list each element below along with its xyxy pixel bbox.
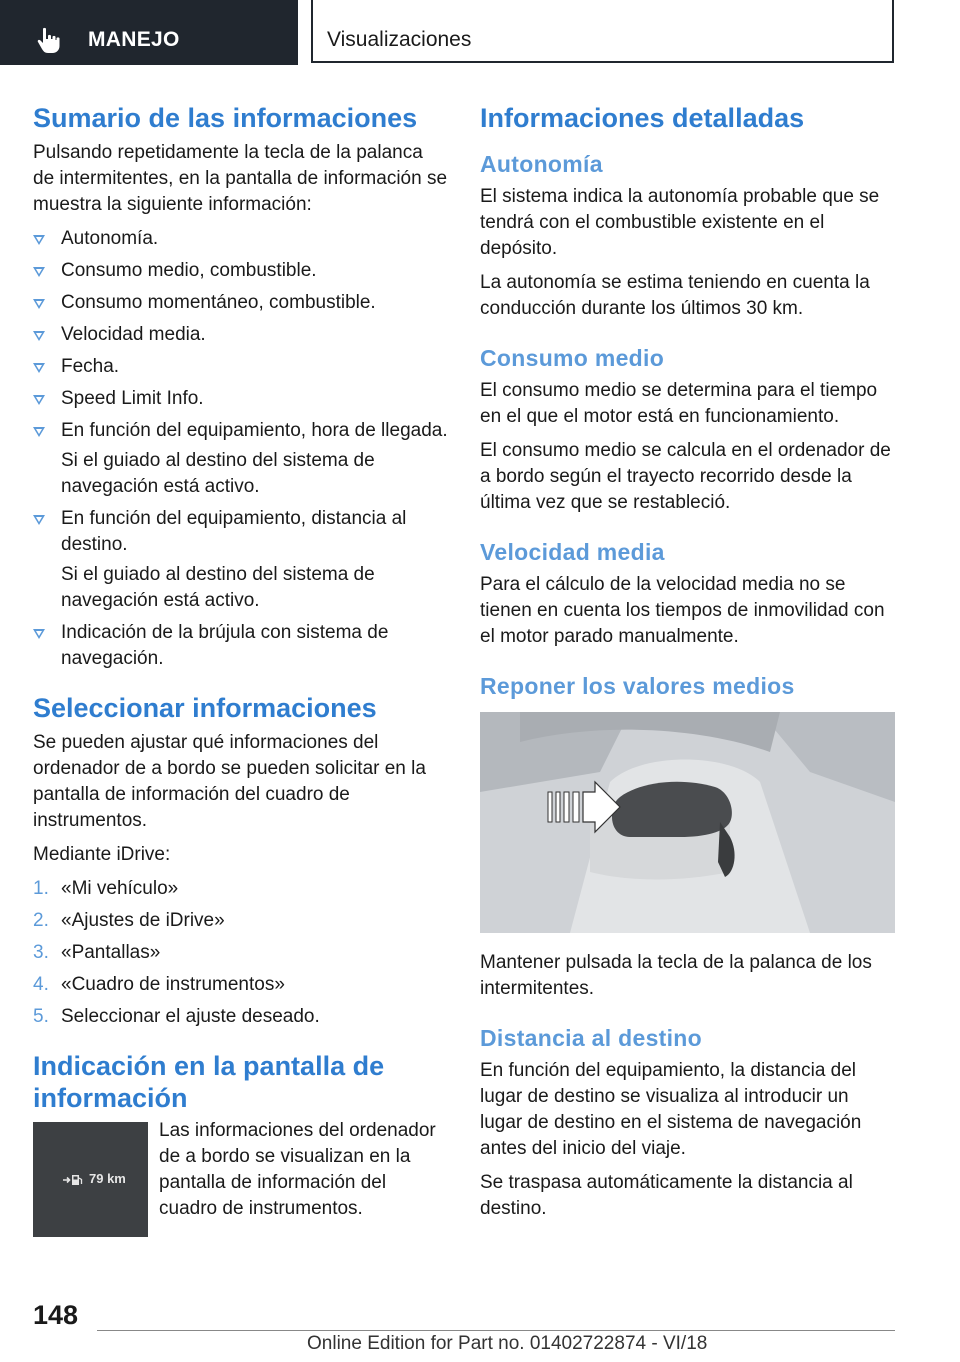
list-item: En función del equipamiento, distancia al destino. Si el guiado al destino del sistema de navegación está activo.: [33, 506, 448, 614]
heading-consumo: Consumo medio: [480, 345, 665, 371]
footer-divider: [97, 1330, 895, 1331]
indicacion-text: Las informaciones del ordenador de a bordo se visualizan en la pantalla de información del cuadro de instrumentos.: [159, 1120, 436, 1219]
consumo-p2: El consumo medio se calcula en el ordenador de a bordo según el trayecto recorrido desde la última vez que se restableció.: [480, 440, 891, 513]
autonomia-p1: El sistema indica la autonomía probable que se tendrá con el combustible existente en el depósito.: [480, 186, 880, 259]
list-item: Autonomía.: [33, 226, 448, 252]
turn-signal-stalk-illustration: [480, 712, 895, 933]
distancia-p2: Se traspasa automáticamente la distancia al destino.: [480, 1172, 853, 1219]
consumo-p1: El consumo medio se determina para el tiempo en el que el motor está en funcionamiento.: [480, 380, 878, 427]
triangle-bullet-icon: [33, 395, 45, 405]
section-tab: [0, 0, 298, 65]
chapter-label: Visualizaciones: [327, 28, 472, 51]
list-item: Fecha.: [33, 354, 448, 380]
triangle-bullet-icon: [33, 235, 45, 245]
seleccionar-via: Mediante iDrive:: [33, 844, 171, 865]
heading-velocidad: Velocidad media: [480, 539, 665, 565]
hand-pointer-icon: [34, 25, 64, 55]
steps-list: [33, 876, 448, 1030]
edition-note: Online Edition for Part no. 01402722874 - VI/18: [307, 1333, 708, 1354]
velocidad-p1: Para el cálculo de la velocidad media no se tienen en cuenta los tiempos de inmovilidad con el motor parado manualmente.: [480, 574, 885, 647]
triangle-bullet-icon: [33, 363, 45, 373]
list-item: Velocidad media.: [33, 322, 448, 348]
indicacion-block: [33, 1122, 448, 1242]
triangle-bullet-icon: [33, 331, 45, 341]
left-column: [33, 102, 448, 1242]
list-item: Consumo momentáneo, combustible.: [33, 290, 448, 316]
step-item: 1. «Mi vehículo»: [33, 878, 179, 899]
display-range-value: 79 km: [89, 1171, 126, 1186]
step-item: 2. «Ajustes de iDrive»: [33, 910, 225, 931]
autonomia-p2: La autonomía se estima teniendo en cuenta la conducción durante los últimos 30 km.: [480, 272, 870, 319]
distancia-p1: En función del equipamiento, la distancia del lugar de destino se visualiza al introducir un lugar de destino en el sistema de navegación antes del inicio del viaje.: [480, 1060, 862, 1159]
section-label: MANEJO: [88, 28, 180, 51]
heading-distancia: Distancia al destino: [480, 1025, 703, 1051]
right-column: [480, 102, 895, 1230]
heading-reponer: Reponer los valores medios: [480, 673, 795, 699]
heading-seleccionar: Seleccionar informaciones: [33, 693, 377, 723]
heading-sumario: Sumario de las informaciones: [33, 103, 418, 133]
sumario-list: [33, 226, 448, 672]
chapter-tab: [311, 0, 894, 63]
seleccionar-intro: Se pueden ajustar qué informaciones del ordenador de a bordo se pueden solicitar en la pantalla de información del cuadro de instrumentos.: [33, 732, 426, 831]
heading-indicacion: Indicación en la pantalla de información: [33, 1051, 385, 1113]
fuel-range-icon: [63, 1174, 83, 1186]
list-item: Indicación de la brújula con sistema de navegación.: [33, 620, 448, 672]
heading-detalladas: Informaciones detalladas: [480, 103, 805, 133]
list-item-note: Si el guiado al destino del sistema de navegación está activo.: [61, 564, 375, 611]
info-display-image: [33, 1122, 148, 1237]
triangle-bullet-icon: [33, 299, 45, 309]
heading-autonomia: Autonomía: [480, 151, 603, 177]
step-item: 3. «Pantallas»: [33, 942, 161, 963]
triangle-bullet-icon: [33, 629, 45, 639]
triangle-bullet-icon: [33, 267, 45, 277]
reponer-p1: Mantener pulsada la tecla de la palanca de los intermitentes.: [480, 952, 872, 999]
list-item: En función del equipamiento, hora de llegada. Si el guiado al destino del sistema de navegación está activo.: [33, 418, 448, 500]
triangle-bullet-icon: [33, 427, 45, 437]
page-number: 148: [33, 1300, 79, 1330]
list-item-note: Si el guiado al destino del sistema de navegación está activo.: [61, 450, 375, 497]
triangle-bullet-icon: [33, 515, 45, 525]
list-item: Speed Limit Info.: [33, 386, 448, 412]
step-item: 5. Seleccionar el ajuste deseado.: [33, 1006, 320, 1027]
sumario-intro: Pulsando repetidamente la tecla de la palanca de intermitentes, en la pantalla de información se muestra la siguiente información:: [33, 142, 448, 215]
list-item: Consumo medio, combustible.: [33, 258, 448, 284]
step-item: 4. «Cuadro de instrumentos»: [33, 974, 285, 995]
